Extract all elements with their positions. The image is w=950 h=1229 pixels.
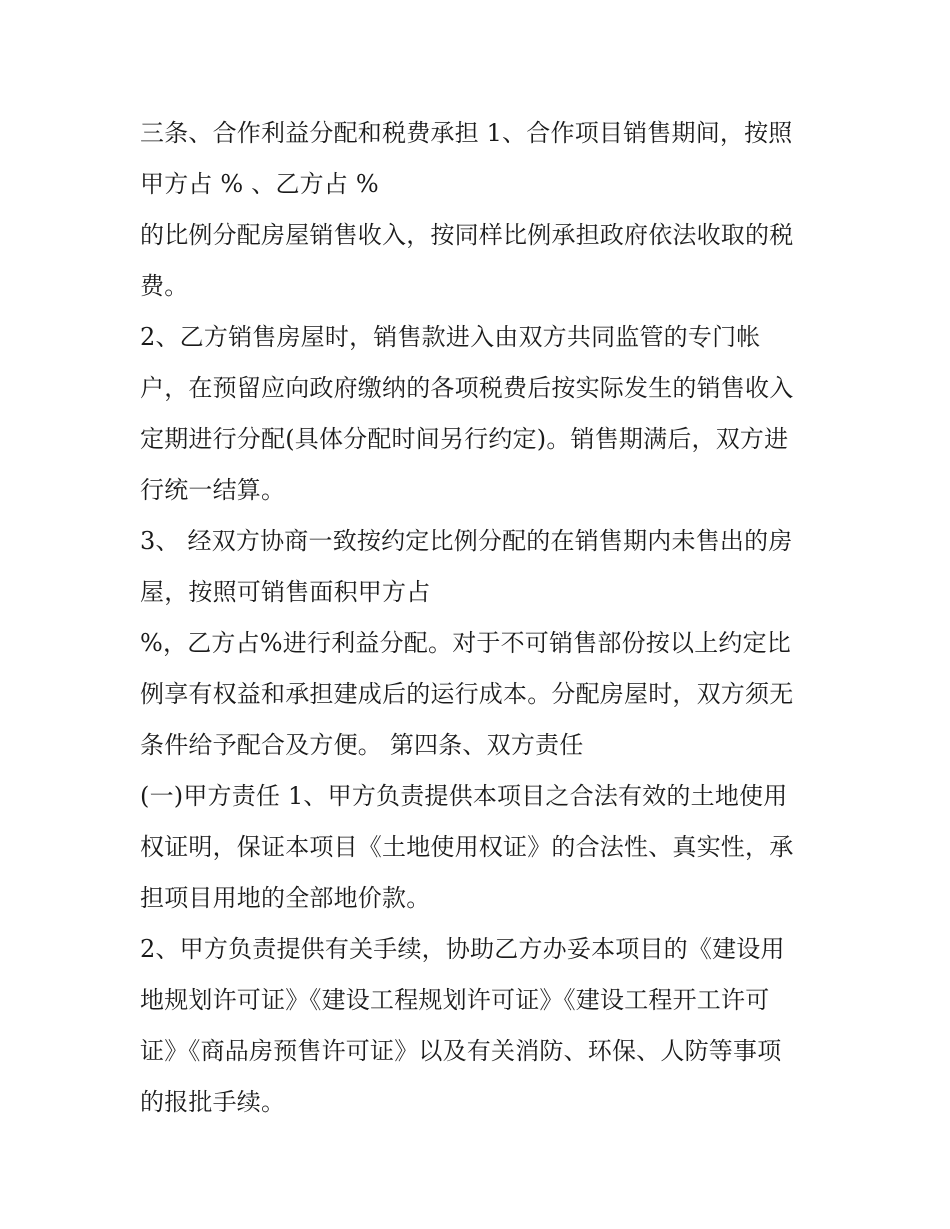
text-line: 屋，按照可销售面积甲方占 — [140, 578, 431, 606]
text-line: 甲方占 % 、乙方占 % — [140, 170, 379, 198]
text-line: 条件给予配合及方便。 第四条、双方责任 — [140, 731, 584, 759]
text-line: %，乙方占%进行利益分配。对于不可销售部份按以上约定比 — [140, 629, 792, 657]
text-line: 的比例分配房屋销售收入，按同样比例承担政府依法收取的税 — [140, 221, 794, 249]
text-line: 地规划许可证》《建设工程规划许可证》《建设工程开工许可 — [140, 986, 770, 1014]
text-line: 担项目用地的全部地价款。 — [140, 884, 431, 912]
text-line: (一)甲方责任 1、甲方负责提供本项目之合法有效的土地使用 — [140, 782, 788, 810]
text-line: 定期进行分配(具体分配时间另行约定)。销售期满后，双方进 — [140, 425, 789, 453]
text-line: 2、乙方销售房屋时，销售款进入由双方共同监管的专门帐 — [140, 323, 761, 351]
text-line: 行统一结算。 — [140, 476, 286, 504]
text-line: 2、甲方负责提供有关手续，协助乙方办妥本项目的《建设用 — [140, 935, 785, 963]
text-line: 三条、合作利益分配和税费承担 1、合作项目销售期间，按照 — [140, 119, 793, 147]
document-body — [140, 108, 820, 1128]
text-line: 证》《商品房预售许可证》以及有关消防、环保、人防等事项 — [140, 1037, 782, 1065]
text-line: 户，在预留应向政府缴纳的各项税费后按实际发生的销售收入 — [140, 374, 794, 402]
text-line: 例享有权益和承担建成后的运行成本。分配房屋时，双方须无 — [140, 680, 794, 708]
text-line: 费。 — [140, 272, 189, 300]
text-line: 3、 经双方协商一致按约定比例分配的在销售期内未售出的房 — [140, 527, 793, 555]
text-line: 的报批手续。 — [140, 1088, 286, 1116]
text-line: 权证明，保证本项目《土地使用权证》的合法性、真实性，承 — [140, 833, 794, 861]
